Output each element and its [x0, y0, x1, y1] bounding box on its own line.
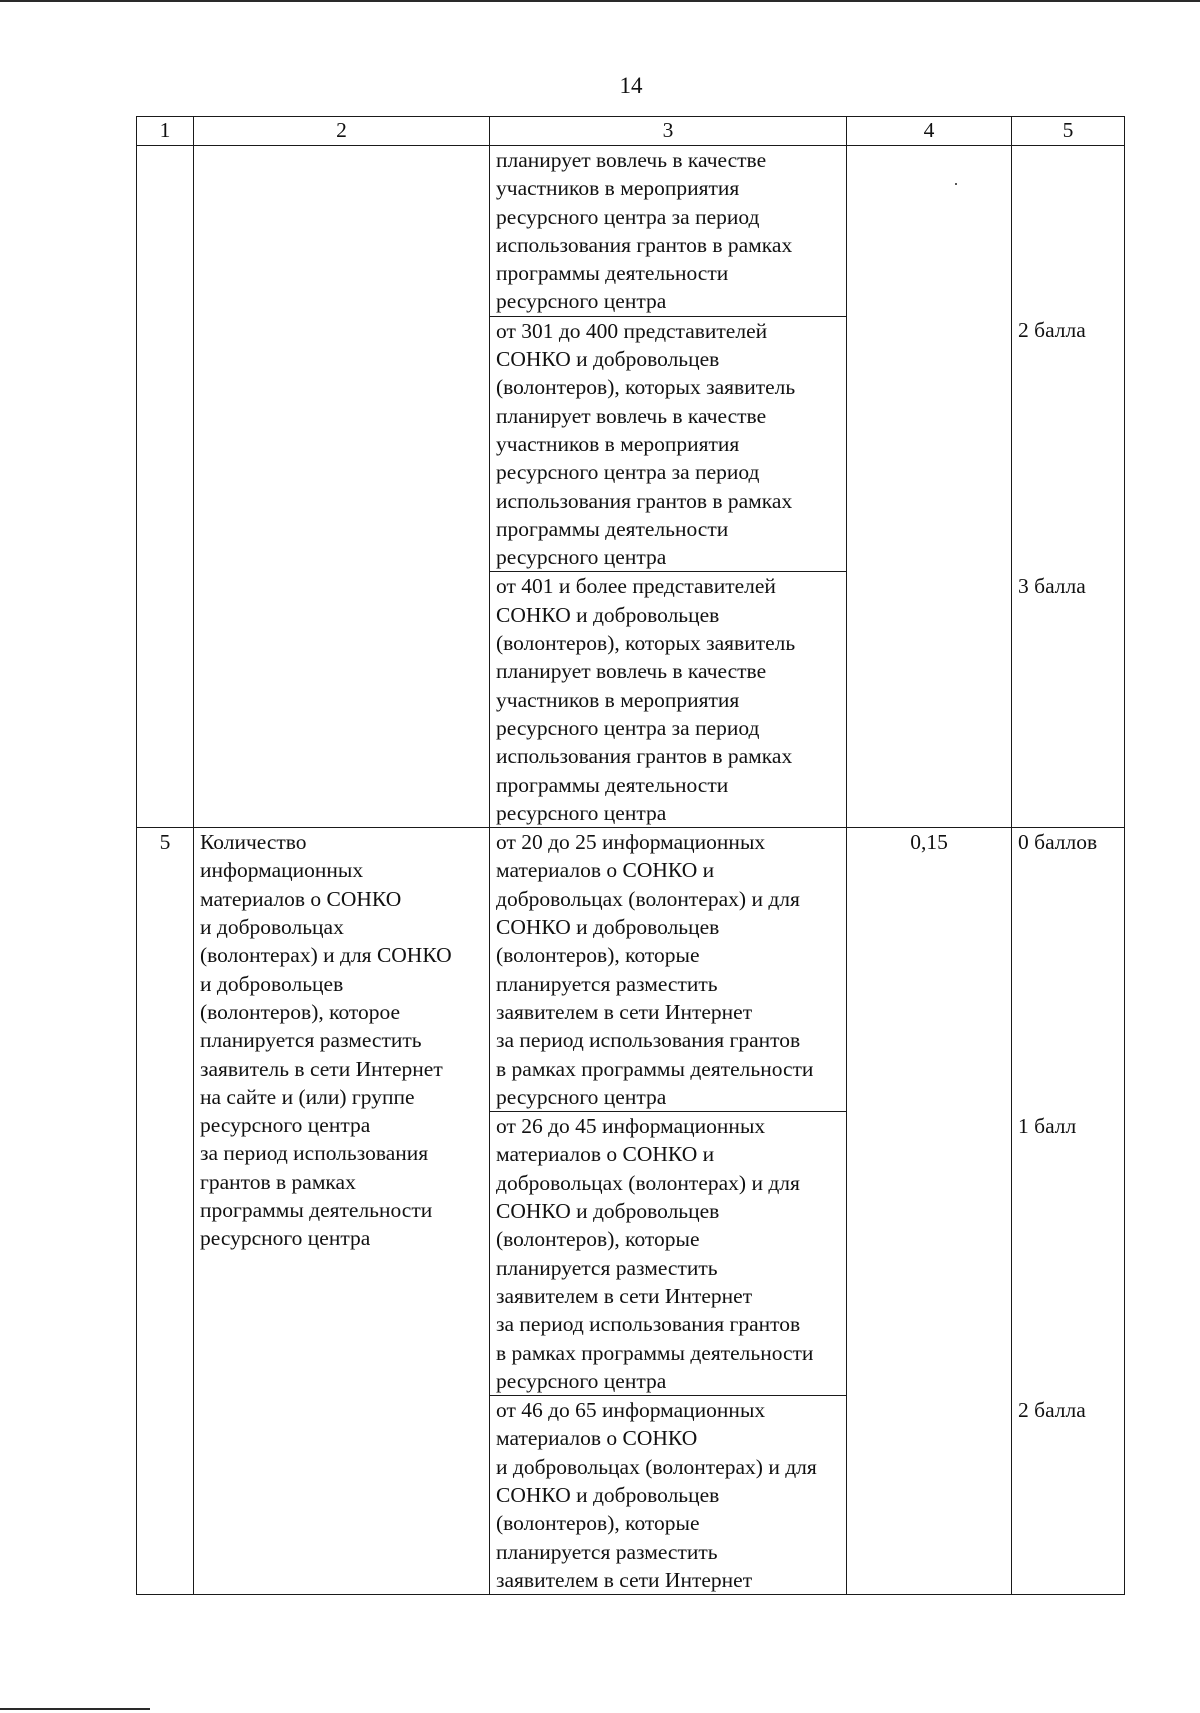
text-line: от 46 до 65 информационных	[496, 1398, 766, 1423]
text-line: (волонтеров), которые	[496, 943, 700, 968]
level-description-cell	[490, 316, 847, 572]
column-number-row	[137, 117, 1125, 146]
text-lines	[496, 317, 840, 572]
text-line: СОНКО и добровольцев	[496, 915, 720, 940]
level-description-cell	[490, 1396, 847, 1595]
text-line: в рамках программы деятельности	[496, 1056, 814, 1081]
text-line: от 301 до 400 представителей	[496, 318, 768, 343]
weight-cell: 0,15	[847, 828, 1012, 1595]
criterion-number-cell: 5	[137, 828, 194, 1595]
criterion-name-cell	[194, 828, 490, 1595]
score-cell: 2 балла	[1012, 316, 1125, 572]
text-lines	[496, 828, 840, 1111]
text-line: от 20 до 25 информационных	[496, 830, 766, 855]
text-line: программы деятельности	[496, 516, 729, 541]
text-line: ресурсного центра за период	[496, 204, 760, 229]
text-line: в рамках программы деятельности	[496, 1340, 814, 1365]
criterion-name-cell	[194, 146, 490, 828]
score-cell	[1012, 146, 1125, 317]
text-line: за период использования грантов	[496, 1312, 801, 1337]
criterion-number-cell	[137, 146, 194, 828]
text-line: ресурсного центра	[496, 289, 667, 314]
text-line: (волонтеров), которые	[496, 1511, 700, 1536]
text-line: ресурсного центра за период	[496, 460, 760, 485]
text-line: (волонтеров), которое	[200, 999, 401, 1024]
text-line: и добровольцах (волонтерах) и для	[496, 1454, 817, 1479]
text-line: ресурсного центра	[496, 545, 667, 570]
text-line: СОНКО и добровольцев	[496, 602, 720, 627]
text-line: ресурсного центра	[200, 1113, 371, 1138]
text-line: программы деятельности	[496, 261, 729, 286]
text-lines	[496, 146, 840, 316]
text-line: программы деятельности	[496, 772, 729, 797]
text-line: ресурсного центра за период	[496, 715, 760, 740]
text-line: заявителем в сети Интернет	[496, 999, 753, 1024]
column-number-cell: 5	[1012, 117, 1125, 146]
score-cell: 2 балла	[1012, 1396, 1125, 1595]
text-line: и добровольцев	[200, 971, 344, 996]
text-line: планируется разместить	[496, 1539, 718, 1564]
text-line: ресурсного центра	[496, 1084, 667, 1109]
text-line: за период использования	[200, 1141, 429, 1166]
text-line: Количество	[200, 830, 307, 855]
text-lines	[496, 1112, 840, 1395]
scan-edge-bottom	[0, 1708, 150, 1710]
column-number-cell: 4	[847, 117, 1012, 146]
text-line: материалов о СОНКО и	[496, 858, 715, 883]
weight-cell	[847, 146, 1012, 828]
text-line: добровольцах (волонтерах) и для	[496, 886, 800, 911]
text-line: заявитель в сети Интернет	[200, 1056, 443, 1081]
level-description-cell	[490, 828, 847, 1112]
text-line: на сайте и (или) группе	[200, 1084, 415, 1109]
page-number: 14	[619, 73, 643, 98]
text-line: СОНКО и добровольцев	[496, 1483, 720, 1508]
text-line: планируется разместить	[496, 1255, 718, 1280]
text-line: планирует вовлечь в качестве	[496, 148, 767, 172]
text-line: заявителем в сети Интернет	[496, 1567, 753, 1592]
text-line: ресурсного центра	[200, 1226, 371, 1251]
column-number-cell: 3	[490, 117, 847, 146]
text-line: участников в мероприятия	[496, 687, 740, 712]
text-line: планируется разместить	[200, 1028, 422, 1053]
text-line: планирует вовлечь в качестве	[496, 403, 767, 428]
text-lines	[496, 1396, 840, 1594]
text-line: материалов о СОНКО	[496, 1426, 698, 1451]
text-line: (волонтеров), которых заявитель	[496, 631, 796, 656]
text-line: материалов о СОНКО	[200, 886, 402, 911]
column-number-cell: 2	[194, 117, 490, 146]
criteria-table	[136, 116, 1125, 1595]
text-line: участников в мероприятия	[496, 176, 740, 201]
text-line: программы деятельности	[200, 1197, 433, 1222]
text-line: использования грантов в рамках	[496, 488, 793, 513]
column-number-cell: 1	[137, 117, 194, 146]
text-lines	[496, 572, 840, 827]
text-line: планируется разместить	[496, 971, 718, 996]
score-cell: 1 балл	[1012, 1112, 1125, 1396]
text-line: планирует вовлечь в качестве	[496, 659, 767, 684]
text-line: использования грантов в рамках	[496, 232, 793, 257]
table-row	[137, 146, 1125, 317]
text-line: грантов в рамках	[200, 1169, 356, 1194]
text-lines	[200, 828, 483, 1252]
text-line: за период использования грантов	[496, 1028, 801, 1053]
text-line: добровольцах (волонтерах) и для	[496, 1170, 800, 1195]
score-cell: 0 баллов	[1012, 828, 1125, 1112]
text-line: и добровольцах	[200, 915, 344, 940]
text-line: СОНКО и добровольцев	[496, 1199, 720, 1224]
text-line: использования грантов в рамках	[496, 744, 793, 769]
scan-edge-top	[0, 0, 1200, 2]
text-line: (волонтеров), которые	[496, 1227, 700, 1252]
level-description-cell	[490, 572, 847, 828]
text-line: (волонтеров), которых заявитель	[496, 375, 796, 400]
text-line: участников в мероприятия	[496, 431, 740, 456]
text-line: СОНКО и добровольцев	[496, 347, 720, 372]
table-row	[137, 828, 1125, 1112]
text-line: от 26 до 45 информационных	[496, 1114, 766, 1139]
text-line: от 401 и более представителей	[496, 574, 776, 599]
text-line: заявителем в сети Интернет	[496, 1283, 753, 1308]
score-cell: 3 балла	[1012, 572, 1125, 828]
text-line: ресурсного центра	[496, 800, 667, 825]
level-description-cell	[490, 1112, 847, 1396]
text-line: информационных	[200, 858, 364, 883]
text-line: ресурсного центра	[496, 1368, 667, 1393]
level-description-cell	[490, 146, 847, 317]
text-line: материалов о СОНКО и	[496, 1142, 715, 1167]
text-line: (волонтерах) и для СОНКО	[200, 943, 452, 968]
